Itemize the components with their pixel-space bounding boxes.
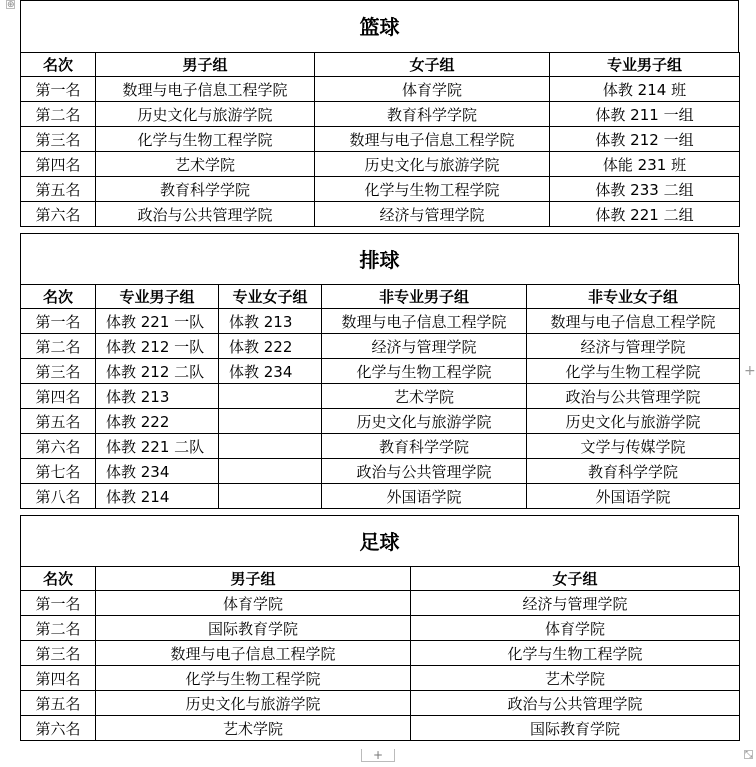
volleyball-header-row [21, 285, 740, 309]
result-cell[interactable]: 历史文化与旅游学院 [96, 102, 315, 127]
football-title-cell [20, 515, 739, 567]
table-row [21, 409, 740, 434]
volleyball-header-cell: 专业女子组 [219, 285, 322, 309]
result-cell[interactable]: 数理与电子信息工程学院 [315, 127, 550, 152]
rank-cell[interactable]: 第六名 [21, 716, 96, 741]
result-cell[interactable]: 经济与管理学院 [411, 591, 740, 616]
volleyball-table [20, 284, 740, 509]
table-resize-handle-icon[interactable]: ⤡ [745, 750, 753, 760]
volleyball-title-cell [20, 233, 739, 285]
rank-cell[interactable]: 第三名 [21, 359, 96, 384]
volleyball-header-cell: 非专业女子组 [527, 285, 740, 309]
result-cell[interactable]: 体教 213 [96, 384, 219, 409]
rank-cell[interactable]: 第二名 [21, 334, 96, 359]
rank-cell[interactable]: 第六名 [21, 202, 96, 227]
football-table [20, 566, 740, 741]
football-header-row [21, 567, 740, 591]
result-cell[interactable]: 体能 231 班 [550, 152, 740, 177]
result-cell[interactable]: 体教 233 二组 [550, 177, 740, 202]
basketball-header-row [21, 53, 740, 77]
result-cell[interactable]: 体教 211 一组 [550, 102, 740, 127]
result-cell[interactable]: 化学与生物工程学院 [411, 641, 740, 666]
result-cell[interactable]: 艺术学院 [96, 152, 315, 177]
rank-cell[interactable]: 第五名 [21, 177, 96, 202]
table-row [21, 152, 740, 177]
result-cell[interactable]: 艺术学院 [322, 384, 527, 409]
result-cell[interactable]: 教育科学学院 [96, 177, 315, 202]
result-cell[interactable] [219, 434, 322, 459]
table-row [21, 202, 740, 227]
result-cell[interactable]: 体教 234 [96, 459, 219, 484]
football-title: 足球 [359, 530, 400, 554]
result-cell[interactable]: 体教 221 二组 [550, 202, 740, 227]
result-cell[interactable]: 国际教育学院 [411, 716, 740, 741]
add-column-icon[interactable]: + [744, 363, 756, 379]
result-cell[interactable]: 体教 213 [219, 309, 322, 334]
football-header-cell: 男子组 [96, 567, 411, 591]
result-cell[interactable]: 数理与电子信息工程学院 [322, 309, 527, 334]
result-cell[interactable]: 历史文化与旅游学院 [96, 691, 411, 716]
table-row [21, 591, 740, 616]
result-cell[interactable]: 教育科学学院 [322, 434, 527, 459]
result-cell[interactable]: 体教 221 二队 [96, 434, 219, 459]
table-row [21, 434, 740, 459]
result-cell[interactable]: 外国语学院 [527, 484, 740, 509]
table-row [21, 359, 740, 384]
result-cell[interactable]: 体育学院 [96, 591, 411, 616]
rank-cell[interactable]: 第五名 [21, 409, 96, 434]
result-cell[interactable]: 政治与公共管理学院 [411, 691, 740, 716]
result-cell[interactable]: 经济与管理学院 [322, 334, 527, 359]
basketball-header-cell: 女子组 [315, 53, 550, 77]
table-move-handle-icon[interactable]: ⊕ [7, 0, 15, 10]
result-cell[interactable]: 艺术学院 [96, 716, 411, 741]
result-cell[interactable]: 数理与电子信息工程学院 [96, 77, 315, 102]
result-cell[interactable]: 化学与生物工程学院 [527, 359, 740, 384]
result-cell[interactable]: 经济与管理学院 [527, 334, 740, 359]
result-cell[interactable]: 历史文化与旅游学院 [527, 409, 740, 434]
football-header-cell: 女子组 [411, 567, 740, 591]
table-row [21, 77, 740, 102]
table-row [21, 309, 740, 334]
result-cell[interactable]: 体育学院 [315, 77, 550, 102]
table-row [21, 384, 740, 409]
result-cell[interactable]: 历史文化与旅游学院 [315, 152, 550, 177]
result-cell[interactable]: 政治与公共管理学院 [527, 384, 740, 409]
rank-cell[interactable]: 第七名 [21, 459, 96, 484]
result-cell[interactable]: 国际教育学院 [96, 616, 411, 641]
rank-cell[interactable]: 第一名 [21, 77, 96, 102]
table-row [21, 334, 740, 359]
rank-cell[interactable]: 第一名 [21, 309, 96, 334]
basketball-header-cell: 专业男子组 [550, 53, 740, 77]
rank-cell[interactable]: 第八名 [21, 484, 96, 509]
table-row [21, 716, 740, 741]
table-row [21, 177, 740, 202]
rank-cell[interactable]: 第四名 [21, 666, 96, 691]
result-cell[interactable]: 体育学院 [411, 616, 740, 641]
result-cell[interactable]: 历史文化与旅游学院 [322, 409, 527, 434]
table-row [21, 127, 740, 152]
result-cell[interactable]: 体教 222 [219, 334, 322, 359]
table-row [21, 691, 740, 716]
result-cell[interactable]: 体教 212 一队 [96, 334, 219, 359]
result-cell[interactable]: 化学与生物工程学院 [96, 127, 315, 152]
result-cell[interactable]: 化学与生物工程学院 [322, 359, 527, 384]
result-cell[interactable]: 体教 234 [219, 359, 322, 384]
add-row-button[interactable]: + [361, 749, 395, 762]
result-cell[interactable]: 体教 222 [96, 409, 219, 434]
result-cell[interactable]: 艺术学院 [411, 666, 740, 691]
basketball-table [20, 52, 740, 227]
table-row [21, 666, 740, 691]
table-row [21, 484, 740, 509]
basketball-header-cell: 名次 [21, 53, 96, 77]
rank-cell[interactable]: 第三名 [21, 127, 96, 152]
result-cell[interactable]: 经济与管理学院 [315, 202, 550, 227]
rank-cell[interactable]: 第四名 [21, 384, 96, 409]
table-row [21, 459, 740, 484]
rank-cell[interactable]: 第六名 [21, 434, 96, 459]
football-header-cell: 名次 [21, 567, 96, 591]
result-cell[interactable]: 教育科学学院 [527, 459, 740, 484]
result-cell[interactable]: 体教 214 [96, 484, 219, 509]
result-cell[interactable]: 体教 212 二队 [96, 359, 219, 384]
table-row [21, 616, 740, 641]
basketball-header-cell: 男子组 [96, 53, 315, 77]
result-cell[interactable]: 体教 214 班 [550, 77, 740, 102]
result-cell[interactable]: 数理与电子信息工程学院 [96, 641, 411, 666]
rank-cell[interactable]: 第三名 [21, 641, 96, 666]
result-cell[interactable]: 政治与公共管理学院 [322, 459, 527, 484]
rank-cell[interactable]: 第四名 [21, 152, 96, 177]
table-row [21, 102, 740, 127]
table-row [21, 641, 740, 666]
result-cell[interactable]: 体教 221 一队 [96, 309, 219, 334]
volleyball-header-cell: 专业男子组 [96, 285, 219, 309]
volleyball-header-cell: 非专业男子组 [322, 285, 527, 309]
rank-cell[interactable]: 第五名 [21, 691, 96, 716]
result-cell[interactable]: 体教 212 一组 [550, 127, 740, 152]
result-cell[interactable] [219, 384, 322, 409]
basketball-title-cell [20, 0, 739, 53]
rank-cell[interactable]: 第二名 [21, 102, 96, 127]
rank-cell[interactable]: 第一名 [21, 591, 96, 616]
result-cell[interactable]: 外国语学院 [322, 484, 527, 509]
volleyball-header-cell: 名次 [21, 285, 96, 309]
rank-cell[interactable]: 第二名 [21, 616, 96, 641]
result-cell[interactable] [219, 459, 322, 484]
result-cell[interactable]: 文学与传媒学院 [527, 434, 740, 459]
volleyball-title: 排球 [359, 248, 400, 272]
basketball-title: 篮球 [359, 15, 400, 39]
result-cell[interactable]: 数理与电子信息工程学院 [527, 309, 740, 334]
result-cell[interactable]: 化学与生物工程学院 [315, 177, 550, 202]
result-cell[interactable]: 教育科学学院 [315, 102, 550, 127]
result-cell[interactable]: 化学与生物工程学院 [96, 666, 411, 691]
result-cell[interactable] [219, 409, 322, 434]
result-cell[interactable] [219, 484, 322, 509]
result-cell[interactable]: 政治与公共管理学院 [96, 202, 315, 227]
